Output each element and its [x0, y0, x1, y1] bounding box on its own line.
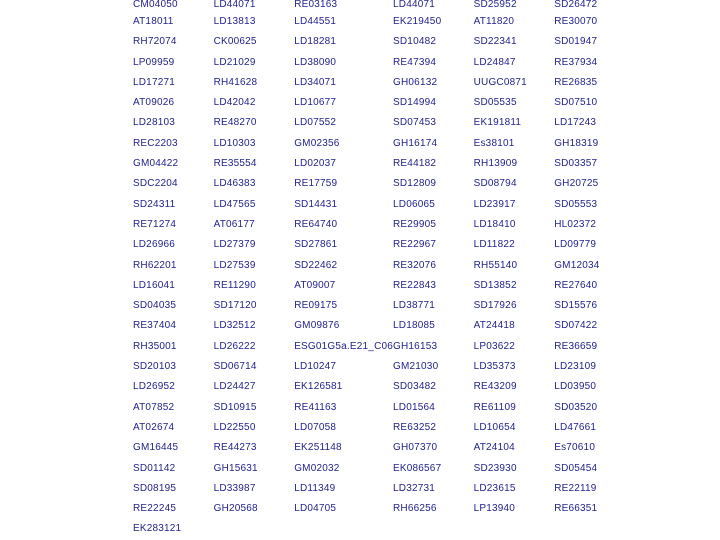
clone-id-cell: RE11290 — [213, 279, 256, 291]
table-row — [133, 377, 635, 397]
clone-id-cell: GM12034 — [554, 259, 600, 271]
clone-id-cell: SD07453 — [393, 117, 437, 129]
clone-id-cell: GH20568 — [213, 503, 258, 515]
clone-id-cell — [214, 519, 295, 539]
clone-id-cell: LD04705 — [294, 503, 337, 515]
clone-id-cell: HL02372 — [554, 218, 597, 230]
clone-id-cell: EK283121 — [133, 523, 182, 535]
table-row — [133, 215, 635, 235]
clone-id-cell: RE36659 — [554, 340, 598, 352]
clone-id-cell: RE37404 — [133, 320, 177, 332]
clone-id-cell: RE61109 — [473, 401, 516, 413]
clone-id-cell: SD03357 — [554, 158, 598, 170]
clone-id-cell: LD02037 — [294, 158, 337, 170]
table-row — [133, 12, 635, 32]
table-row — [133, 499, 635, 519]
clone-id-cell: GH18319 — [554, 137, 599, 149]
clone-id-cell: Es70610 — [554, 442, 596, 454]
clone-id-cell: LD26952 — [133, 381, 175, 393]
clone-id-cell: LD33987 — [213, 482, 256, 494]
table-row — [133, 438, 635, 458]
clone-id-cell: GM02032 — [294, 462, 340, 474]
clone-id-cell: SD17120 — [213, 300, 257, 312]
clone-id-cell: GM21030 — [393, 361, 439, 373]
clone-id-cell — [554, 519, 635, 539]
clone-id-cell: LD22550 — [213, 421, 256, 433]
table-row — [133, 418, 635, 438]
clone-id-cell: LD16041 — [133, 279, 175, 291]
clone-id-cell: SD23930 — [473, 462, 517, 474]
clone-id-cell: RE03163 — [294, 0, 338, 10]
clone-id-cell: LD18281 — [294, 36, 337, 48]
clone-id-cell: AT02674 — [133, 421, 175, 433]
clone-id-table — [133, 0, 635, 540]
clone-id-cell: LD34071 — [294, 76, 337, 88]
clone-id-cell: LD24847 — [473, 56, 516, 68]
clone-id-cell: RE48270 — [213, 117, 257, 129]
clone-id-cell: RE44273 — [213, 442, 257, 454]
clone-id-cell: UUGC0871 — [473, 76, 527, 88]
clone-id-cell: LD44071 — [213, 0, 256, 10]
clone-id-cell: LD23109 — [554, 361, 597, 373]
clone-id-cell: GH06132 — [393, 76, 438, 88]
clone-id-cell: LD01564 — [393, 401, 436, 413]
table-row — [133, 398, 635, 418]
clone-id-cell: RE22967 — [393, 239, 437, 251]
table-row — [133, 134, 635, 154]
table-row — [133, 519, 635, 539]
clone-id-cell: LD10247 — [294, 361, 337, 373]
clone-id-cell: RH62201 — [133, 259, 177, 271]
clone-id-cell: AT24104 — [473, 442, 515, 454]
clone-id-cell: LD27539 — [213, 259, 256, 271]
clone-id-cell: SD15576 — [554, 300, 598, 312]
clone-id-cell: LD06065 — [393, 198, 436, 210]
clone-id-cell: AT18011 — [133, 16, 174, 27]
clone-id-cell: AT24418 — [473, 320, 515, 332]
clone-id-cell: SD01947 — [554, 36, 598, 48]
clone-id-cell: GH16174 — [393, 137, 438, 149]
clone-id-cell: SD10482 — [393, 36, 437, 48]
clone-id-cell: CM04050 — [133, 0, 178, 10]
clone-id-cell: GM02356 — [294, 137, 340, 149]
clone-id-cell: SD05553 — [554, 198, 598, 210]
clone-id-cell: GM04422 — [133, 158, 179, 170]
clone-id-cell: SD08195 — [133, 482, 177, 494]
clone-id-cell: LD09779 — [554, 239, 597, 251]
clone-id-cell: AT06177 — [213, 218, 255, 230]
clone-id-cell: RE27640 — [554, 279, 598, 291]
clone-id-cell: LD18410 — [473, 218, 516, 230]
table-row — [133, 113, 635, 133]
clone-id-cell: RE41163 — [294, 401, 337, 413]
clone-id-cell: REC2203 — [133, 137, 178, 149]
clone-id-cell: LD42042 — [213, 97, 256, 109]
clone-id-cell: RH66256 — [393, 503, 437, 515]
clone-id-cell: SD12809 — [393, 178, 437, 190]
clone-id-cell: RH55140 — [473, 259, 518, 271]
clone-id-cell: RE22119 — [554, 482, 597, 494]
clone-id-cell: SD14431 — [294, 198, 338, 210]
clone-id-cell: ESG01G5a.E21_C06 — [294, 340, 394, 352]
table-row — [133, 73, 635, 93]
clone-id-cell: RE44182 — [393, 158, 437, 170]
clone-id-cell: LD46383 — [213, 178, 256, 190]
clone-id-cell: LD44551 — [294, 16, 337, 27]
clone-id-cell — [474, 519, 555, 539]
clone-id-cell: LD17243 — [554, 117, 597, 129]
clone-id-cell: AT07852 — [133, 401, 175, 413]
clone-id-cell: SDC2204 — [133, 178, 178, 190]
clone-id-cell: SD27861 — [294, 239, 338, 251]
clone-id-cell: LP09959 — [133, 56, 175, 68]
table-row — [133, 174, 635, 194]
clone-id-cell: RH41628 — [213, 76, 258, 88]
clone-id-cell: LD23917 — [473, 198, 516, 210]
clone-id-cell: LD32731 — [393, 482, 436, 494]
clone-id-cell: LD28103 — [133, 117, 175, 129]
table-row — [133, 256, 635, 276]
clone-id-cell: RE43209 — [473, 381, 517, 393]
clone-id-cell: LD11349 — [294, 482, 336, 494]
clone-id-cell: SD14994 — [393, 97, 437, 109]
clone-id-cell: SD06714 — [213, 361, 257, 373]
clone-id-cell: LD10677 — [294, 97, 337, 109]
clone-id-cell: RE29905 — [393, 218, 437, 230]
clone-id-cell: GM16445 — [133, 442, 179, 454]
clone-id-cell: SD10915 — [213, 401, 257, 413]
clone-id-cell: LD10654 — [473, 421, 516, 433]
clone-id-cell: GM09876 — [294, 320, 340, 332]
clone-id-cell: SD07510 — [554, 97, 598, 109]
clone-id-cell: EK191811 — [473, 117, 522, 129]
clone-id-cell: AT11820 — [473, 16, 515, 27]
clone-id-cell: Es38101 — [473, 137, 515, 149]
clone-id-cell: SD22462 — [294, 259, 338, 271]
clone-id-cell: RE66351 — [554, 503, 598, 515]
clone-table-body — [133, 0, 635, 540]
clone-id-cell: SD04035 — [133, 300, 177, 312]
clone-id-cell: GH07370 — [393, 442, 438, 454]
table-row — [133, 235, 635, 255]
clone-id-cell: LD27379 — [213, 239, 256, 251]
clone-id-cell: RE35554 — [213, 158, 257, 170]
clone-id-cell: RE47394 — [393, 56, 437, 68]
table-row — [133, 154, 635, 174]
clone-id-cell: RE30070 — [554, 16, 598, 27]
clone-id-cell: LD23615 — [473, 482, 516, 494]
clone-id-cell — [294, 519, 393, 539]
table-row — [133, 53, 635, 73]
clone-id-cell: AT09007 — [294, 279, 336, 291]
clone-id-cell: LD13813 — [213, 16, 256, 27]
clone-id-cell: SD13852 — [473, 279, 517, 291]
clone-id-cell: LD26222 — [213, 340, 256, 352]
clone-id-cell: SD07422 — [554, 320, 598, 332]
clone-id-cell: RE32076 — [393, 259, 437, 271]
clone-id-cell: RH13909 — [473, 158, 518, 170]
clone-id-cell: SD20103 — [133, 361, 177, 373]
clone-id-cell: RE26835 — [554, 76, 598, 88]
table-row — [133, 93, 635, 113]
clone-id-cell: RE71274 — [133, 218, 177, 230]
table-row — [133, 276, 635, 296]
clone-id-cell: LD03950 — [554, 381, 597, 393]
clone-id-cell: SD05454 — [554, 462, 598, 474]
clone-id-cell: LD35373 — [473, 361, 516, 373]
clone-id-cell: LD17271 — [133, 76, 175, 88]
clone-id-cell: EK086567 — [393, 462, 442, 474]
table-row — [133, 32, 635, 52]
table-row — [133, 479, 635, 499]
clone-id-cell: RE17759 — [294, 178, 338, 190]
clone-id-cell: LD26966 — [133, 239, 175, 251]
clone-id-cell: GH16153 — [393, 340, 438, 352]
clone-id-cell: SD03520 — [554, 401, 598, 413]
table-row — [133, 337, 635, 357]
clone-id-cell: LD10303 — [213, 137, 256, 149]
table-row — [133, 316, 635, 336]
clone-id-cell: RE37934 — [554, 56, 598, 68]
clone-id-cell: LP13940 — [473, 503, 516, 515]
clone-id-cell: LD07552 — [294, 117, 337, 129]
clone-id-cell — [393, 519, 474, 539]
clone-id-cell: SD05535 — [473, 97, 517, 109]
clone-id-cell: LD38090 — [294, 56, 337, 68]
clone-id-cell: EK219450 — [393, 16, 442, 27]
clone-id-cell: SD08794 — [473, 178, 517, 190]
clone-id-cell: RE64740 — [294, 218, 338, 230]
clone-id-cell: LD38771 — [393, 300, 436, 312]
clone-id-cell: LD47661 — [554, 421, 597, 433]
clone-id-cell: RE22245 — [133, 503, 177, 515]
clone-id-cell: LD32512 — [213, 320, 256, 332]
clone-id-cell: RE22843 — [393, 279, 437, 291]
clone-id-cell: LD24427 — [213, 381, 256, 393]
clone-id-cell: LD07058 — [294, 421, 337, 433]
clone-id-cell: CK00625 — [213, 36, 257, 48]
clone-id-cell: SD22341 — [473, 36, 517, 48]
clone-id-cell: EK126581 — [294, 381, 343, 393]
clone-id-cell: SD17926 — [473, 300, 517, 312]
clone-id-cell: AT09026 — [133, 97, 175, 109]
clone-id-cell: GH15631 — [213, 462, 258, 474]
table-row — [133, 459, 635, 479]
table-row — [133, 296, 635, 316]
table-row — [133, 195, 635, 215]
clone-id-cell: LP03622 — [473, 340, 516, 352]
clone-id-cell: LD18085 — [393, 320, 436, 332]
clone-id-cell: LD47565 — [213, 198, 256, 210]
clone-id-cell: EK251148 — [294, 442, 342, 454]
table-row — [133, 357, 635, 377]
clone-id-cell: RH35001 — [133, 340, 177, 352]
clone-id-cell: LD21029 — [213, 56, 256, 68]
clone-id-cell: SD25952 — [473, 0, 517, 10]
clone-id-cell: GH20725 — [554, 178, 599, 190]
clone-id-cell: SD01142 — [133, 462, 176, 474]
clone-id-cell: LD11822 — [473, 239, 515, 251]
clone-id-cell: RE09175 — [294, 300, 338, 312]
clone-id-cell: SD26472 — [554, 0, 598, 10]
clone-id-cell: SD24311 — [133, 198, 176, 210]
table-row — [133, 0, 635, 12]
clone-id-cell: RE63252 — [393, 421, 437, 433]
clone-id-cell: LD44071 — [393, 0, 436, 10]
clone-id-cell: RH72074 — [133, 36, 177, 48]
clone-id-cell: SD03482 — [393, 381, 437, 393]
